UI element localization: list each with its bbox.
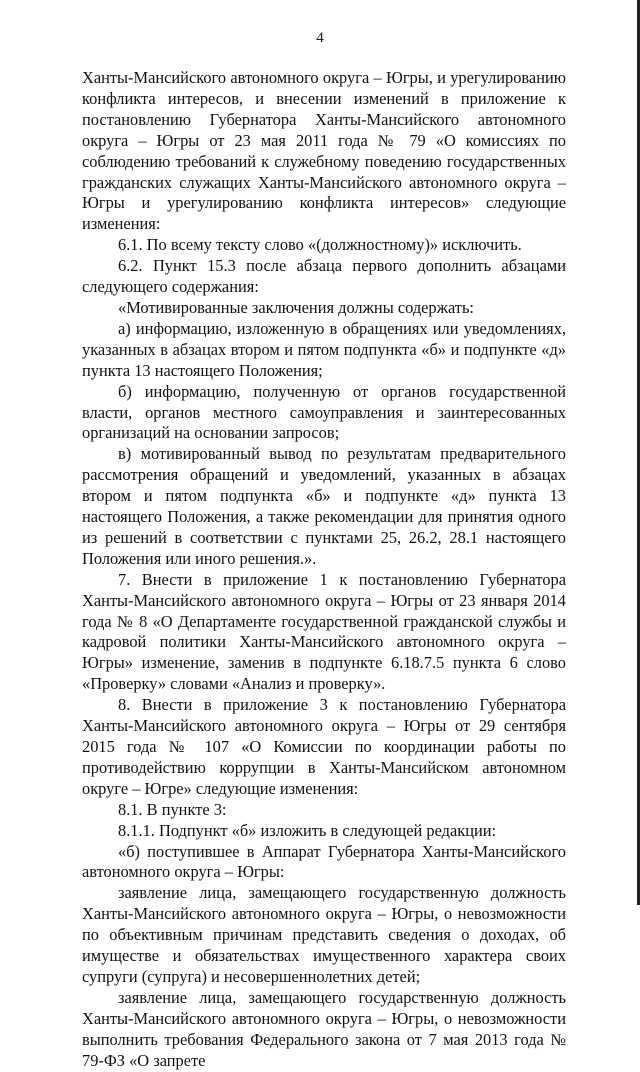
paragraph: а) информацию, изложенную в обращениях или уведомлениях, указанных в абзацах втором и пятом подпункта «б» и подпункте «д» пункта 13 настоящего Положения;	[82, 318, 566, 380]
paragraph: Ханты-Мансийского автономного округа – Югры, и урегулированию конфликта интересов, и внесении изменений в приложение к постановлению Губернатора Ханты-Мансийского автономного округа – Югры от 23 мая 2011 года № 79 «О комиссиях по соблюдению требований к служебному поведению государственных гражданских служащих Ханты-Мансийского автономного округа – Югры и урегулированию конфликта интересов» следующие изменения:	[82, 68, 566, 234]
paragraph: заявление лица, замещающего государственную должность Ханты-Мансийского автономного округа – Югры, о невозможности выполнить требования Федерального закона от 7 мая 2013 года № 79-ФЗ «О запрете	[82, 987, 566, 1070]
paragraph: 7. Внести в приложение 1 к постановлению Губернатора Ханты-Мансийского автономного округа – Югры от 23 января 2014 года № 8 «О Департаменте государственной гражданской службы и кадровой политики Ханты-Мансийского автономного округа – Югры» изменение, заменив в подпункте 6.18.7.5 пункта 6 слово «Проверку» словами «Анализ и проверку».	[82, 569, 566, 694]
paragraph: «б) поступившее в Аппарат Губернатора Ханты-Мансийского автономного округа – Югры:	[82, 841, 566, 882]
paragraph: 6.1. По всему тексту слово «(должностному)» исключить.	[118, 235, 522, 255]
paragraph: «Мотивированные заключения должны содержать:	[118, 297, 474, 317]
paragraph: заявление лица, замещающего государственную должность Ханты-Мансийского автономного округа – Югры, о невозможности по объективным причинам представить сведения о доходах, об имуществе и обязательствах имущественного характера своих супруги (супруга) и несовершеннолетних детей;	[82, 883, 566, 986]
paragraph: 8. Внести в приложение 3 к постановлению Губернатора Ханты-Мансийского автономного округа – Югры от 29 сентября 2015 года № 107 «О Комиссии по координации работы по противодействию коррупции в Ханты-Мансийском автономном округе – Югре» следующие изменения:	[82, 695, 566, 798]
paragraph: 8.1. В пункте 3:	[118, 799, 227, 819]
paragraph: в) мотивированный вывод по результатам предварительного рассмотрения обращений и уведомлений, указанных в абзацах втором и пятом подпункта «б» и подпункте «д» пункта 13 настоящего Положения, а также рекомендации для принятия одного из решений в соответствии с пунктами 25, 26.2, 28.1 настоящего Положения или иного решения.».	[82, 444, 566, 568]
paragraph: 8.1.1. Подпункт «б» изложить в следующей редакции:	[118, 820, 497, 840]
paragraph: б) информацию, полученную от органов государственной власти, органов местного самоуправления и заинтересованных организаций на основании запросов;	[82, 381, 566, 443]
page-number: 4	[316, 30, 324, 46]
paragraph: 6.2. Пункт 15.3 после абзаца первого дополнить абзацами следующего содержания:	[82, 256, 566, 297]
document-body	[82, 68, 566, 1072]
